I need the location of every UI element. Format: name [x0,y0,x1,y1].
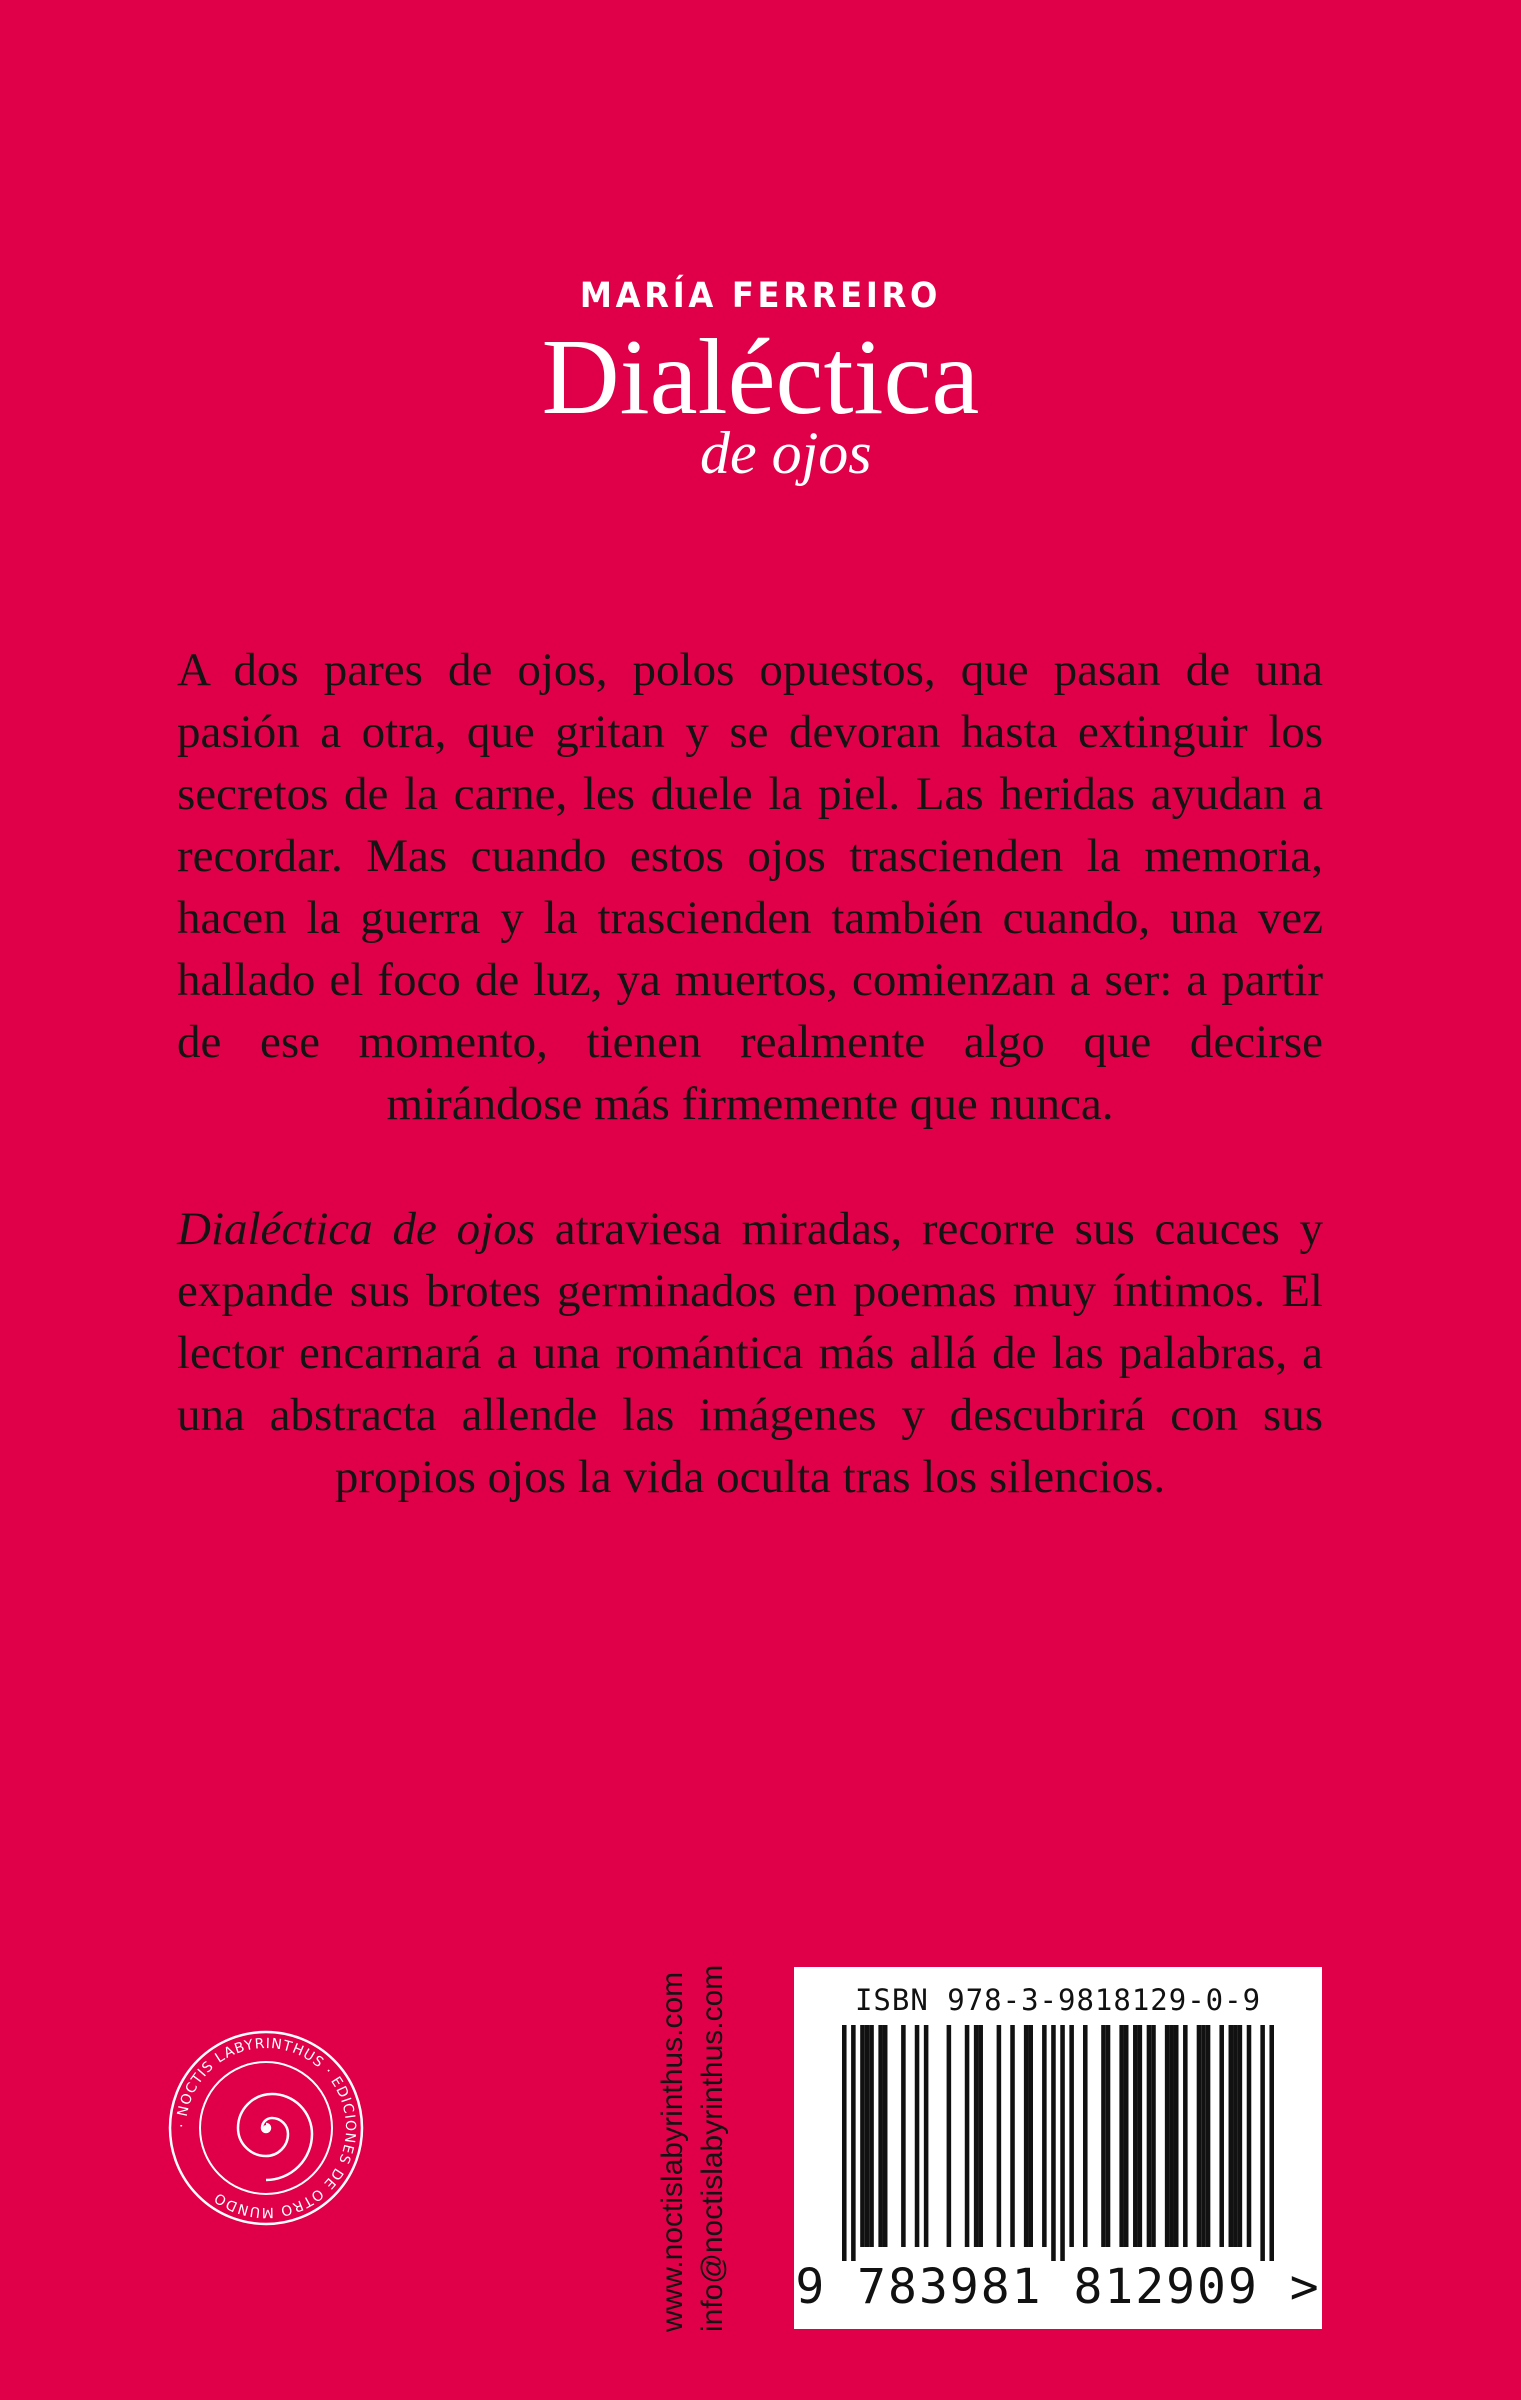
barcode-bar [1269,2025,1274,2261]
barcode-bar [1147,2025,1152,2247]
publisher-email: info@noctislabyrinthus.com [696,1964,729,2332]
barcode-bar [1169,2025,1174,2247]
barcode-bar [1165,2025,1170,2247]
blurb-paragraph-1: A dos pares de ojos, polos opuestos, que pasan de una pasión a otra, que gritan y se devoran hasta extinguir los secretos de la carne, les duele la piel. Las heridas ayudan a recordar. Mas cuando estos ojos trascienden la memoria, hacen la guerra y la trascienden también cuando, una vez hallado el foco de luz, ya muertos, comienzan a ser: a partir de ese momento, tienen realmente algo que decirse mirándose más firmemente que nunca. [177,644,1323,1130]
barcode-bar [1060,2025,1065,2261]
barcode-bar [1138,2025,1143,2247]
barcode-bar [924,2025,929,2247]
barcode-bar [1233,2025,1238,2247]
barcode-bar [915,2025,920,2247]
barcode-bar [1083,2025,1088,2247]
barcode-bar [1124,2025,1129,2247]
barcode-bar [974,2025,979,2247]
barcode-bar [1106,2025,1111,2247]
blurb-book-title: Dialéctica de ojos [177,1203,536,1255]
barcode-bar [851,2025,856,2261]
barcode-bar [1151,2025,1156,2247]
barcode-bar [1247,2025,1252,2247]
author-name: MARÍA FERREIRO [579,276,942,316]
barcode-bar [1069,2025,1074,2247]
barcode-bar [1219,2025,1224,2247]
publisher-website: www.noctislabyrinthus.com [656,1971,689,2332]
barcode-bar [1024,2025,1029,2247]
blurb-paragraph-2 [177,1198,1323,1508]
barcode-bar [1051,2025,1056,2261]
barcode-bar [1133,2025,1138,2247]
barcode-bar [883,2025,888,2247]
barcode-bar [869,2025,874,2247]
barcode-panel [794,1967,1322,2329]
barcode-bar [997,2025,1002,2247]
barcode-bar [1028,2025,1033,2247]
barcode-bar [1201,2025,1206,2247]
barcode-bar [901,2025,906,2247]
barcode-bar [1101,2025,1106,2247]
book-subtitle: de ojos [700,420,872,486]
barcode-icon [842,2025,1274,2261]
barcode-bar [878,2025,883,2247]
barcode-bar [1206,2025,1211,2247]
publisher-logo-ring-text: · NOCTIS LABYRINTHUS · EDICIONES DE OTRO MUNDO [173,2035,359,2221]
barcode-bar [842,2025,847,2261]
barcode-bar [1174,2025,1179,2247]
barcode-bar [1197,2025,1202,2247]
ean-digits: 9 783981 812909 > [795,2259,1321,2315]
barcode-bar [978,2025,983,2247]
barcode-bar [860,2025,865,2247]
barcode-bar [1010,2025,1015,2247]
isbn-label: ISBN 978-3-9818129-0-9 [854,1983,1262,2017]
blurb-paragraph-2-text: atraviesa miradas, recorre sus cauces y expande sus brotes germinados en poemas muy íntimos. El lector encarnará a una romántica más allá de las palabras, a una abstracta allende las imágenes y descubrirá con sus propios ojos la vida oculta tras los silencios. [177,1203,1324,1503]
barcode-bar [965,2025,970,2247]
book-title: Dialéctica [541,318,980,437]
barcode-bar [1119,2025,1124,2247]
barcode-bar [865,2025,870,2247]
barcode-bar [1042,2025,1047,2247]
barcode-bar [947,2025,952,2247]
barcode-bar [1260,2025,1265,2261]
barcode-bar [1229,2025,1234,2247]
publisher-logo-icon [166,2028,366,2228]
barcode-bar [1183,2025,1188,2247]
barcode-bar [1238,2025,1243,2247]
